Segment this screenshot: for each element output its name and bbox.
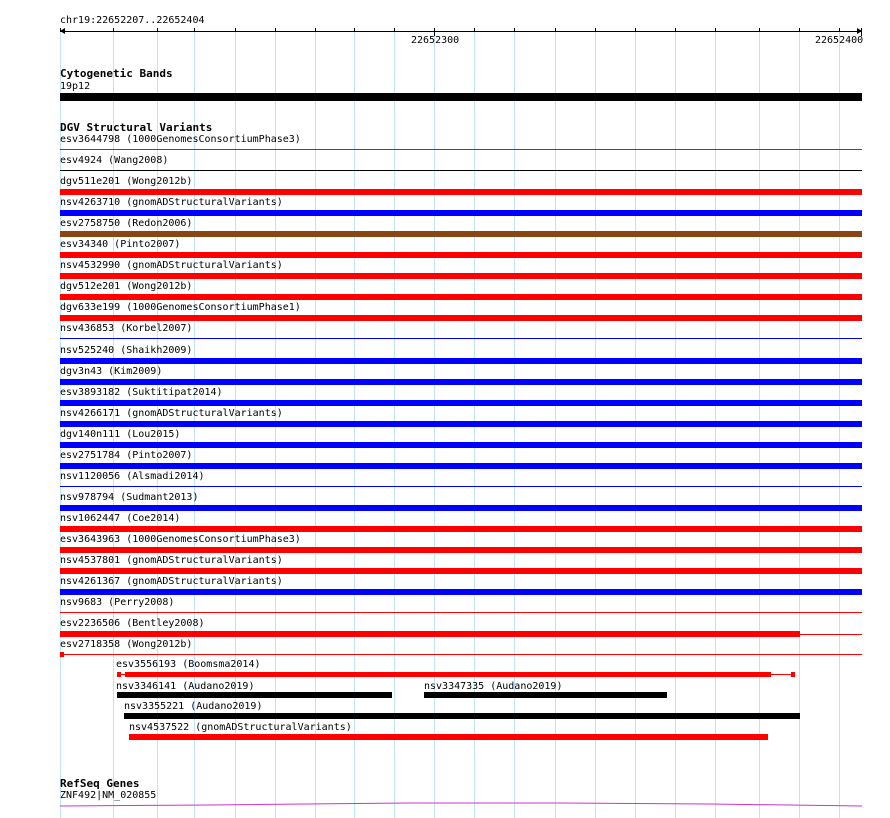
dgv-feature-bar[interactable] — [124, 713, 800, 719]
dgv-variant-label: nsv4263710 (gnomADStructuralVariants) — [60, 197, 283, 208]
dgv-variant-label: dgv511e201 (Wong2012b) — [60, 176, 193, 187]
dgv-variant-label: nsv1062447 (Coe2014) — [60, 513, 181, 524]
ruler-tick — [715, 28, 716, 32]
dgv-track-title: DGV Structural Variants — [60, 121, 213, 134]
ruler-tick — [315, 28, 316, 32]
dgv-variant-bar[interactable] — [60, 379, 862, 385]
ruler-label-2: 22652400 — [815, 35, 864, 46]
ruler-tick — [354, 28, 355, 32]
dgv-variant-label: esv2751784 (Pinto2007) — [60, 450, 193, 461]
dgv-variant-bar[interactable] — [60, 400, 862, 406]
ruler-tick — [799, 28, 800, 32]
dgv-variant-label: dgv3n43 (Kim2009) — [60, 366, 163, 377]
dgv-variant-label: esv2236506 (Bentley2008) — [60, 618, 205, 629]
ruler-tick — [275, 28, 276, 32]
location-label: chr19:22652207..22652404 — [60, 15, 205, 26]
refseq-gene-label: ZNF492|NM_020855 — [60, 790, 157, 801]
dgv-variant-label: esv2758750 (Redon2006) — [60, 218, 193, 229]
ruler-tick — [759, 28, 760, 32]
dgv-variant-bar[interactable] — [60, 294, 862, 300]
cytoband-bar[interactable] — [60, 93, 862, 101]
dgv-variant-bar[interactable] — [60, 589, 862, 595]
dgv-variant-bar[interactable] — [800, 634, 862, 635]
ruler-axis — [61, 31, 861, 32]
dgv-variant-bar[interactable] — [60, 612, 862, 613]
dgv-feature-label: nsv3347335 (Audano2019) — [424, 681, 563, 692]
dgv-feature-label: nsv3346141 (Audano2019) — [116, 681, 255, 692]
cytoband-track-title: Cytogenetic Bands — [60, 67, 173, 80]
dgv-variant-label: nsv4261367 (gnomADStructuralVariants) — [60, 576, 283, 587]
dgv-variant-bar[interactable] — [64, 654, 862, 655]
dgv-variant-label: nsv1120056 (Alsmadi2014) — [60, 471, 205, 482]
dgv-variant-label: nsv4532990 (gnomADStructuralVariants) — [60, 260, 283, 271]
dgv-variant-bar[interactable] — [60, 421, 862, 427]
dgv-feature-bar[interactable] — [771, 674, 791, 675]
dgv-variant-bar[interactable] — [60, 273, 862, 279]
dgv-variant-bar[interactable] — [60, 210, 862, 216]
dgv-variant-label: esv3893182 (Suktitipat2014) — [60, 387, 223, 398]
dgv-feature-label: esv3556193 (Boomsma2014) — [116, 659, 261, 670]
dgv-feature-bar[interactable] — [791, 672, 795, 677]
dgv-variant-bar[interactable] — [60, 526, 862, 532]
dgv-variant-bar[interactable] — [60, 463, 862, 469]
dgv-variant-bar[interactable] — [60, 486, 862, 487]
ruler-label-1: 22652300 — [411, 35, 460, 46]
ruler-tick — [514, 28, 515, 32]
dgv-variant-bar[interactable] — [60, 442, 862, 448]
dgv-variant-label: nsv4266171 (gnomADStructuralVariants) — [60, 408, 283, 419]
dgv-feature-label: nsv3355221 (Audano2019) — [124, 701, 263, 712]
ruler-tick — [474, 28, 475, 32]
dgv-variant-bar[interactable] — [60, 338, 862, 339]
refseq-gene-line[interactable] — [60, 800, 862, 810]
dgv-variant-label: nsv436853 (Korbel2007) — [60, 323, 193, 334]
ruler-tick — [194, 28, 195, 32]
dgv-variant-bar[interactable] — [60, 231, 862, 237]
refseq-track-title: RefSeq Genes — [60, 777, 140, 790]
ruler-tick — [839, 28, 840, 32]
dgv-variant-bar[interactable] — [60, 631, 800, 637]
dgv-variant-label: esv3644798 (1000GenomesConsortiumPhase3) — [60, 134, 301, 145]
dgv-variant-label: nsv525240 (Shaikh2009) — [60, 345, 193, 356]
ruler-tick — [394, 28, 395, 32]
dgv-variant-bar[interactable] — [60, 358, 862, 364]
dgv-variant-label: nsv9683 (Perry2008) — [60, 597, 175, 608]
ruler-tick — [635, 28, 636, 32]
ruler-tick — [157, 28, 158, 32]
dgv-variant-label: esv2718358 (Wong2012b) — [60, 639, 193, 650]
dgv-feature-label: nsv4537522 (gnomADStructuralVariants) — [129, 722, 352, 733]
dgv-variant-bar[interactable] — [60, 149, 862, 150]
ruler-tick — [235, 28, 236, 32]
dgv-variant-label: esv4924 (Wang2008) — [60, 155, 169, 166]
dgv-variant-label: nsv978794 (Sudmant2013) — [60, 492, 199, 503]
ruler-tick — [555, 28, 556, 32]
dgv-variant-bar[interactable] — [60, 568, 862, 574]
dgv-variant-bar[interactable] — [60, 170, 862, 171]
dgv-variant-label: esv3643963 (1000GenomesConsortiumPhase3) — [60, 534, 301, 545]
dgv-variant-bar[interactable] — [60, 252, 862, 258]
dgv-variant-label: dgv512e201 (Wong2012b) — [60, 281, 193, 292]
dgv-variant-bar[interactable] — [60, 315, 862, 321]
ruler-tick — [60, 28, 61, 32]
cytoband-name: 19p12 — [60, 81, 91, 92]
dgv-variant-bar[interactable] — [60, 189, 862, 195]
ruler-tick — [675, 28, 676, 32]
dgv-feature-bar[interactable] — [129, 734, 768, 740]
dgv-variant-label: dgv140n111 (Lou2015) — [60, 429, 181, 440]
dgv-variant-label: esv34340 (Pinto2007) — [60, 239, 181, 250]
ruler-tick — [595, 28, 596, 32]
dgv-variant-bar[interactable] — [60, 547, 862, 553]
dgv-feature-bar[interactable] — [125, 672, 771, 677]
dgv-feature-bar[interactable] — [424, 692, 667, 698]
dgv-variant-bar[interactable] — [60, 505, 862, 511]
dgv-variant-label: dgv633e199 (1000GenomesConsortiumPhase1) — [60, 302, 301, 313]
dgv-variant-label: nsv4537801 (gnomADStructuralVariants) — [60, 555, 283, 566]
ruler-tick — [113, 28, 114, 32]
dgv-feature-bar[interactable] — [117, 692, 392, 698]
